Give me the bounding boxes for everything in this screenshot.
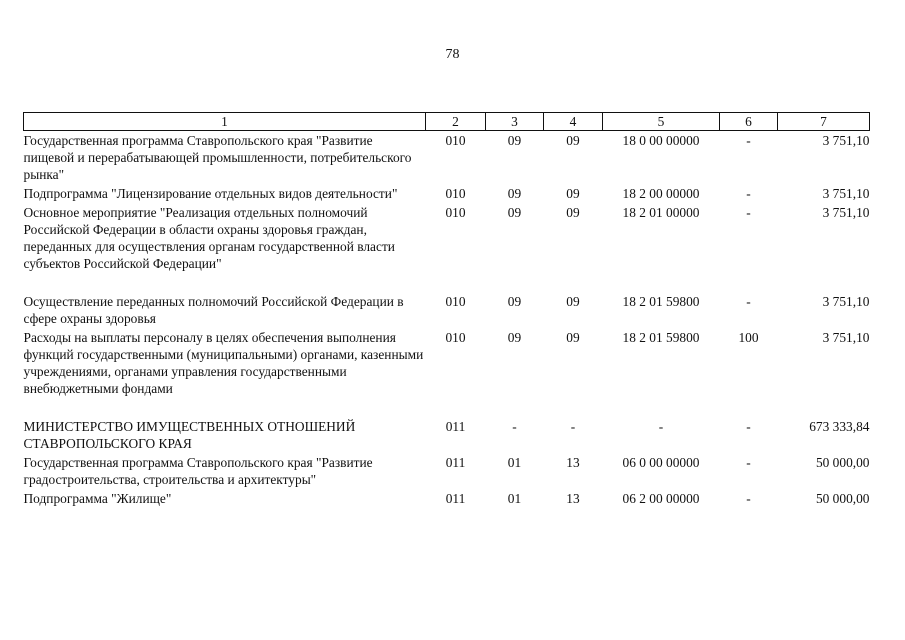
row-code: 010 [445, 133, 466, 148]
row-expense-type: 100 [738, 330, 759, 345]
row-name: Государственная программа Ставропольского края "Развитие пищевой и перерабатывающей промышленности, потребительского рынка" [23, 133, 412, 182]
row-name: Осуществление переданных полномочий Российской Федерации в сфере охраны здоровья [23, 294, 404, 326]
column-header: 1 [24, 113, 426, 131]
column-header: 5 [603, 113, 720, 131]
row-subsection: 09 [566, 133, 580, 148]
budget-table [23, 112, 870, 508]
row-code: 011 [445, 455, 466, 470]
row-section: - [512, 419, 517, 434]
page-number: 78 [445, 47, 460, 62]
table-row [24, 292, 870, 328]
table-row [24, 417, 870, 453]
row-name: Государственная программа Ставропольского края "Развитие градостроительства, строительства и архитектуры" [23, 455, 373, 487]
row-name: Подпрограмма "Лицензирование отдельных видов деятельности" [23, 186, 398, 201]
column-header: 3 [486, 113, 544, 131]
row-subsection: 09 [566, 205, 580, 220]
row-subsection: 09 [566, 330, 580, 345]
row-name: Основное мероприятие "Реализация отдельных полномочий Российской Федерации в области охраны здоровья граждан, переданных для осуществления органам государственной власти субъектов Российской Федерации" [23, 205, 395, 271]
row-section: 09 [507, 133, 522, 148]
row-section: 01 [507, 455, 522, 470]
row-code: 010 [445, 205, 466, 220]
table-row [24, 453, 870, 489]
row-amount: 50 000,00 [815, 491, 870, 506]
row-target: 18 2 01 59800 [622, 294, 700, 309]
row-amount: 3 751,10 [822, 133, 870, 148]
row-target: 06 2 00 00000 [622, 491, 700, 506]
row-subsection: 13 [566, 491, 580, 506]
table-row [24, 184, 870, 203]
column-header: 4 [544, 113, 603, 131]
row-name: Подпрограмма "Жилище" [23, 491, 172, 506]
table-row [24, 489, 870, 508]
row-expense-type: - [746, 133, 751, 148]
row-expense-type: - [746, 491, 751, 506]
row-amount: 3 751,10 [822, 294, 870, 309]
row-subsection: 09 [566, 294, 580, 309]
row-code: 011 [445, 491, 466, 506]
row-subsection: 13 [566, 455, 580, 470]
row-amount: 3 751,10 [822, 186, 870, 201]
row-expense-type: - [746, 419, 751, 434]
row-code: 010 [445, 294, 466, 309]
spacer-row [24, 398, 870, 417]
table-row [24, 131, 870, 185]
spacer-row [24, 273, 870, 292]
row-target: 18 2 01 00000 [622, 205, 700, 220]
row-amount: 50 000,00 [815, 455, 870, 470]
row-target: 18 0 00 00000 [622, 133, 700, 148]
row-amount: 3 751,10 [822, 330, 870, 345]
row-code: 010 [445, 330, 466, 345]
column-header: 2 [426, 113, 486, 131]
row-expense-type: - [746, 186, 751, 201]
row-subsection: - [570, 419, 576, 434]
column-header: 6 [720, 113, 778, 131]
row-target: - [658, 419, 664, 434]
row-subsection: 09 [566, 186, 580, 201]
column-header: 7 [778, 113, 870, 131]
table-header-row [24, 113, 870, 131]
row-section: 09 [507, 330, 522, 345]
row-section: 09 [507, 205, 522, 220]
row-expense-type: - [746, 455, 751, 470]
row-target: 18 2 00 00000 [622, 186, 700, 201]
row-expense-type: - [746, 294, 751, 309]
row-section: 01 [507, 491, 522, 506]
row-section: 09 [507, 294, 522, 309]
row-name: Расходы на выплаты персоналу в целях обеспечения выполнения функций государственными (муниципальными) органами, казенными учреждениями, органами управления государственными внебюджетными фондами [23, 330, 424, 396]
table-row [24, 328, 870, 398]
row-section: 09 [507, 186, 522, 201]
row-amount: 3 751,10 [822, 205, 870, 220]
row-target: 06 0 00 00000 [622, 455, 700, 470]
table-row [24, 203, 870, 273]
row-code: 011 [445, 419, 466, 434]
row-name: МИНИСТЕРСТВО ИМУЩЕСТВЕННЫХ ОТНОШЕНИЙ СТАВРОПОЛЬСКОГО КРАЯ [23, 419, 356, 451]
row-expense-type: - [746, 205, 751, 220]
row-target: 18 2 01 59800 [622, 330, 700, 345]
row-code: 010 [445, 186, 466, 201]
row-amount: 673 333,84 [809, 419, 870, 434]
